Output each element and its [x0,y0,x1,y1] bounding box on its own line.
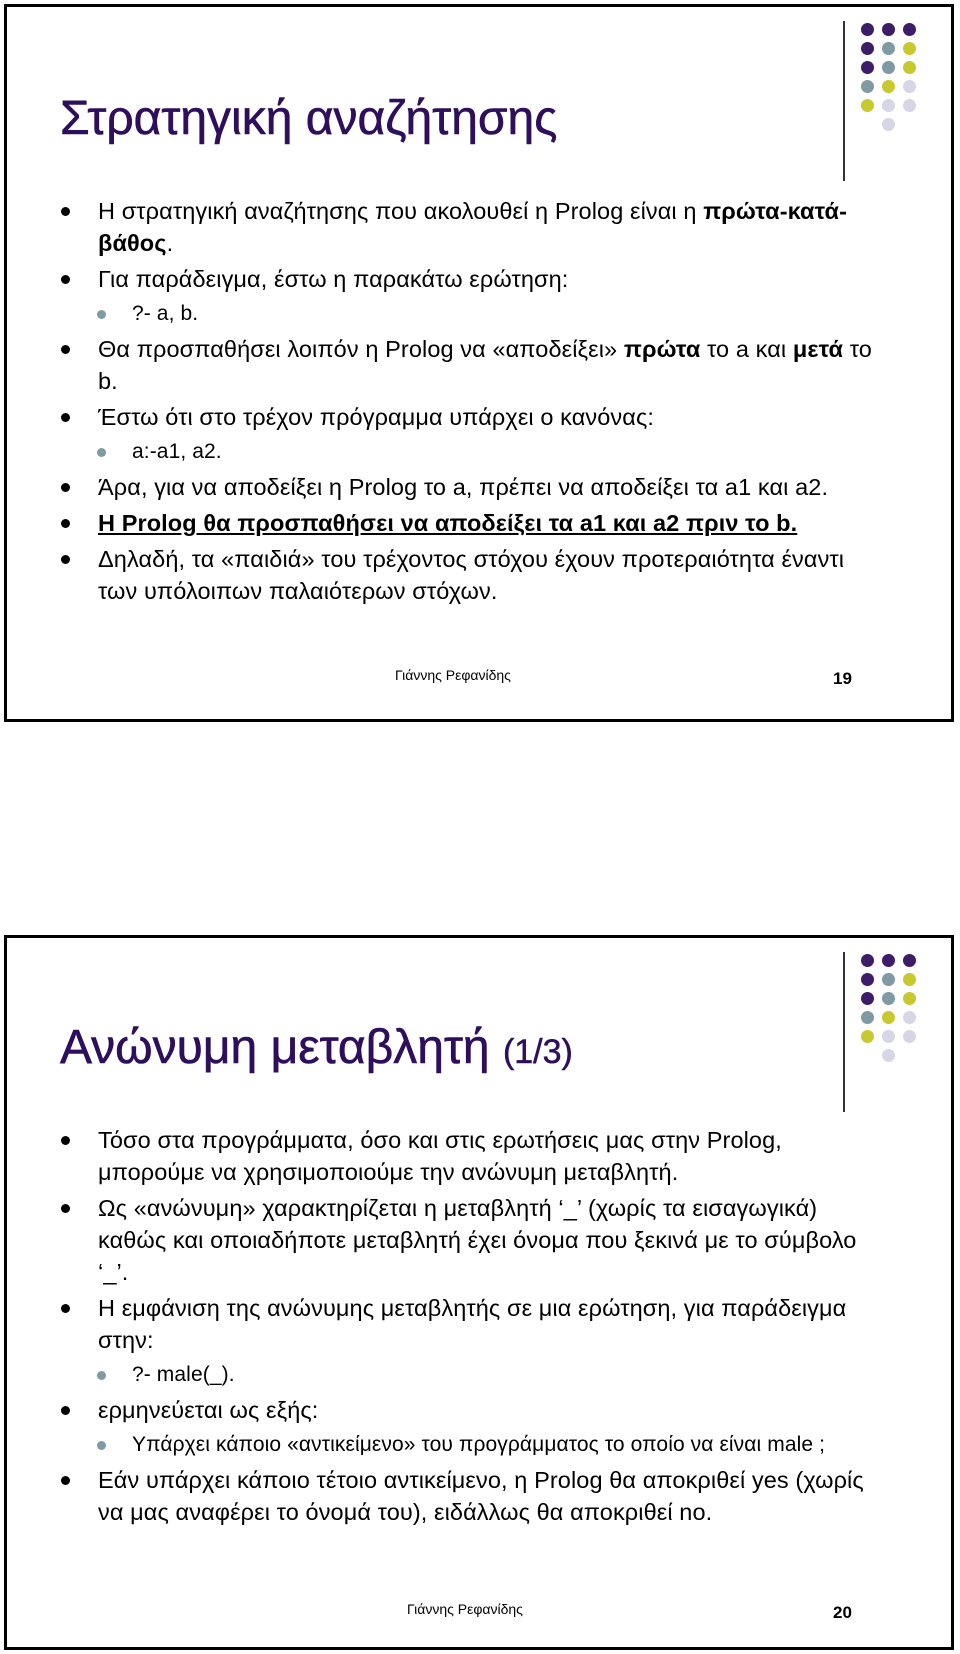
decor-dot [903,954,916,967]
slide-title [60,1020,573,1075]
decor-dot [861,61,874,74]
decor-dot [882,973,895,986]
decor-dot [861,23,874,36]
decor-dot [861,992,874,1005]
decor-dot [882,1011,895,1024]
dot-grid-decoration [843,952,915,1112]
bullet-text: Η στρατηγική αναζήτησης που ακολουθεί η Prolog είναι η [98,198,704,224]
decor-dot [903,1030,916,1043]
decor-dot [903,1011,916,1024]
bullet-item: ερμηνεύεται ως εξής: [61,1394,881,1426]
decor-dot [882,80,895,93]
decor-dot [861,954,874,967]
divider-line [843,952,845,1112]
decor-dot [882,1030,895,1043]
decor-dot [903,992,916,1005]
bullet-item: Ως «ανώνυμη» χαρακτηρίζεται η μεταβλητή ‘_’ (χωρίς τα εισαγωγικά) καθώς και οποιαδήποτε μεταβλητή έχει όνομα που ξεκινά με το σύμβολο ‘_’. [61,1192,881,1288]
bullet-item: Έστω ότι στο τρέχον πρόγραμμα υπάρχει ο κανόνας: [61,401,881,433]
decor-dot [861,973,874,986]
slide-title: Στρατηγική αναζήτησης [60,92,558,145]
slide-number: 19 [833,669,852,688]
slide-20 [4,935,954,1650]
bullet-list [61,195,881,611]
sub-bullet-item: a:-a1, a2. [61,437,881,467]
decor-dot [861,42,874,55]
dot-grid-decoration [843,21,915,181]
bullet-emphasis: πρώτα [623,336,701,362]
decor-dot [882,118,895,131]
bullet-item: Για παράδειγμα, έστω η παρακάτω ερώτηση: [61,263,881,295]
slide-19 [4,4,954,722]
footer-author: Γιάννης Ρεφανίδης [395,667,511,683]
bullet-text: το b. [98,336,872,394]
decor-dot [903,80,916,93]
decor-dot [903,61,916,74]
bullet-emphasis: πρώτα-κατά-βάθος [98,198,847,256]
bullet-item: Δηλαδή, τα «παιδιά» του τρέχοντος στόχου έχουν προτεραιότητα έναντι των υπόλοιπων παλαιότερων στόχων. [61,543,881,607]
bullet-item: Τόσο στα προγράμματα, όσο και στις ερωτήσεις μας στην Prolog, μπορούμε να χρησιμοποιούμε την ανώνυμη μεταβλητή. [61,1124,881,1188]
decor-dot [861,1011,874,1024]
bullet-item: Άρα, για να αποδείξει η Prolog το a, πρέπει να αποδείξει τα a1 και a2. [61,471,881,503]
decor-dot [882,992,895,1005]
bullet-item [61,333,881,397]
decor-dot [882,954,895,967]
decor-dot [882,61,895,74]
bullet-item: Εάν υπάρχει κάποιο τέτοιο αντικείμενο, η Prolog θα αποκριθεί yes (χωρίς να μας αναφέρει το όνομά του), ειδάλλως θα αποκριθεί no. [61,1464,881,1528]
bullet-item [61,195,881,259]
decor-dot [882,42,895,55]
bullet-text: . [166,230,174,256]
bullet-item: Η εμφάνιση της ανώνυμης μεταβλητής σε μια ερώτηση, για παράδειγμα στην: [61,1292,881,1356]
decor-dot [861,80,874,93]
sub-bullet-item: ?- male(_). [61,1360,881,1390]
decor-dot [882,23,895,36]
slide-title-part: (1/3) [502,1033,573,1071]
decor-dot [861,99,874,112]
decor-dot [903,23,916,36]
sub-bullet-item: Υπάρχει κάποιο «αντικείμενο» του προγράμματος το οποίο να είναι male ; [61,1430,881,1460]
decor-dot [882,1049,895,1062]
divider-line [843,21,845,181]
footer-author: Γιάννης Ρεφανίδης [407,1601,523,1617]
decor-dot [903,99,916,112]
decor-dot [903,973,916,986]
slide-title-text: Ανώνυμη μεταβλητή [60,1021,490,1074]
bullet-text: Θα προσπαθήσει λοιπόν η Prolog να «αποδείξει» [98,336,624,362]
slide-number: 20 [833,1603,852,1622]
decor-dot [861,1030,874,1043]
decor-dot [882,99,895,112]
sub-bullet-item: ?- a, b. [61,299,881,329]
decor-dot [903,42,916,55]
bullet-list [61,1124,881,1532]
bullet-text: το a και [700,336,793,362]
bullet-item-emphasized: Η Prolog θα προσπαθήσει να αποδείξει τα a1 και a2 πριν το b. [61,507,881,539]
bullet-emphasis: μετά [792,336,844,362]
